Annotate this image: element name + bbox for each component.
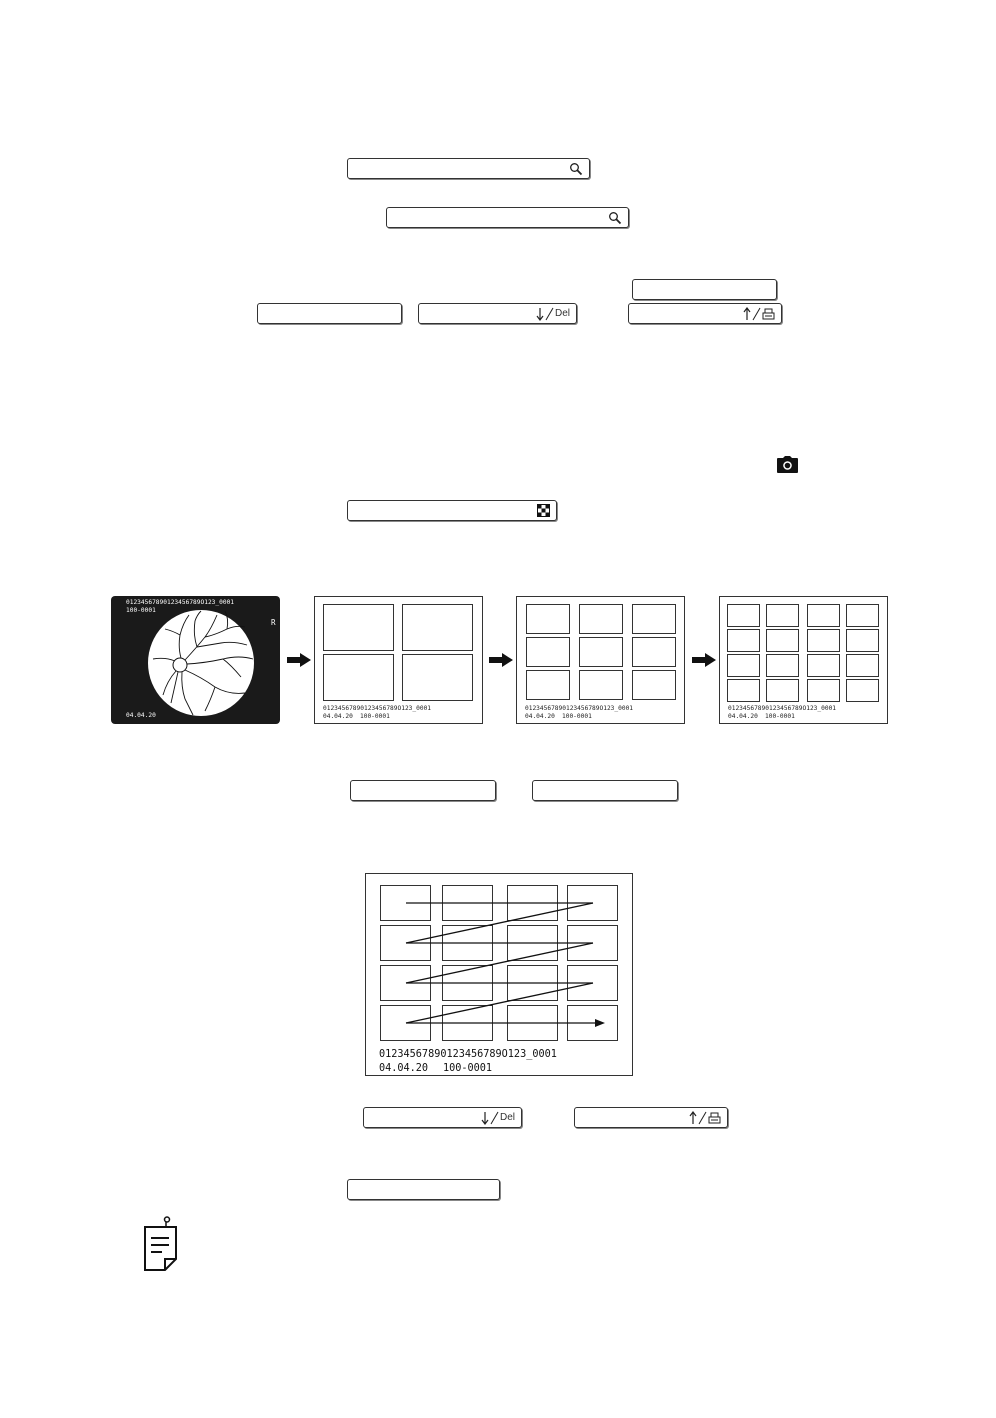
printer-icon [762,308,775,320]
diagram-date: 04.04.20 [379,1063,429,1074]
del-label: Del [499,1112,515,1123]
thumbnail [727,679,760,702]
slash-icon [490,1111,499,1125]
thumbnail [846,679,879,702]
zoom-key-2[interactable] [386,207,629,228]
right-arrow-icon [287,653,311,667]
thumbnail [526,637,570,667]
blank-key-a[interactable] [350,780,496,801]
down-arrow-icon [536,307,544,321]
thumbnail [526,670,570,700]
thumbnail [846,604,879,627]
thumbnail [632,604,676,634]
panel-patient-no: 100-0001 [765,713,795,720]
panel-patient-no: 100-0001 [360,713,390,720]
thumbnail [579,637,623,667]
thumbnail [807,629,840,652]
thumbnail [807,654,840,677]
blank-key-c[interactable] [347,1179,500,1200]
magnifier-icon [569,159,583,178]
camera-icon [776,455,799,474]
panel-id-line: 01234567890123456789O123_0001 [525,705,634,712]
up-arrow-icon [689,1111,697,1125]
printer-icon [708,1112,721,1124]
thumbnail [526,604,570,634]
thumbnail [402,604,473,651]
fundus-photo-panel [111,596,280,724]
down-arrow-icon [481,1111,489,1125]
photo-patient-no: 100-0001 [126,607,156,614]
thumbnail [846,654,879,677]
thumbnail [727,629,760,652]
display-panel-16 [719,596,888,724]
panel-date: 04.04.20 [525,713,555,720]
display-panel-9 [516,596,685,724]
thumbnail [766,604,799,627]
thumbnail [807,679,840,702]
multi-display-key[interactable] [347,500,557,521]
up-arrow-icon [743,307,751,321]
blank-key-top-right[interactable] [632,279,777,300]
slash-icon [545,307,554,321]
up-print-key[interactable] [628,303,782,324]
checker-grid-icon [537,501,550,520]
thumbnail [766,679,799,702]
blank-key-b[interactable] [532,780,678,801]
thumbnail [632,670,676,700]
thumbnail [766,629,799,652]
zigzag-order-path [366,874,634,1077]
thumbnail [727,604,760,627]
note-memo-icon [140,1216,182,1272]
magnifier-icon [608,208,622,227]
down-del-key[interactable] [418,303,577,324]
thumbnail [323,604,394,651]
display-panel-4 [314,596,483,724]
thumbnail [766,654,799,677]
panel-id-line: 01234567890123456789O123_0001 [728,705,837,712]
thumbnail [579,604,623,634]
panel-patient-no: 100-0001 [562,713,592,720]
del-label: Del [554,308,570,319]
thumbnail [323,654,394,701]
blank-key-left[interactable] [257,303,402,324]
up-print-key-2[interactable] [574,1107,728,1128]
panel-id-line: 01234567890123456789O123_0001 [323,705,432,712]
selection-order-diagram [365,873,633,1076]
panel-date: 04.04.20 [323,713,353,720]
thumbnail [402,654,473,701]
zoom-key-1[interactable] [347,158,590,179]
right-arrow-icon [489,653,513,667]
right-arrow-icon [692,653,716,667]
thumbnail [727,654,760,677]
down-del-key-2[interactable] [363,1107,522,1128]
fundus-image [145,607,257,717]
thumbnail [632,637,676,667]
thumbnail [807,604,840,627]
photo-date: 04.04.20 [126,712,156,719]
eye-side-label: R [271,618,276,627]
diagram-patient-no: 100-0001 [443,1063,493,1074]
thumbnail [579,670,623,700]
thumbnail [846,629,879,652]
slash-icon [698,1111,707,1125]
photo-id-line: 01234567890123456789O123_0001 [126,599,235,606]
panel-date: 04.04.20 [728,713,758,720]
slash-icon [752,307,761,321]
diagram-id-line: 01234567890123456789O123_0001 [379,1049,557,1060]
